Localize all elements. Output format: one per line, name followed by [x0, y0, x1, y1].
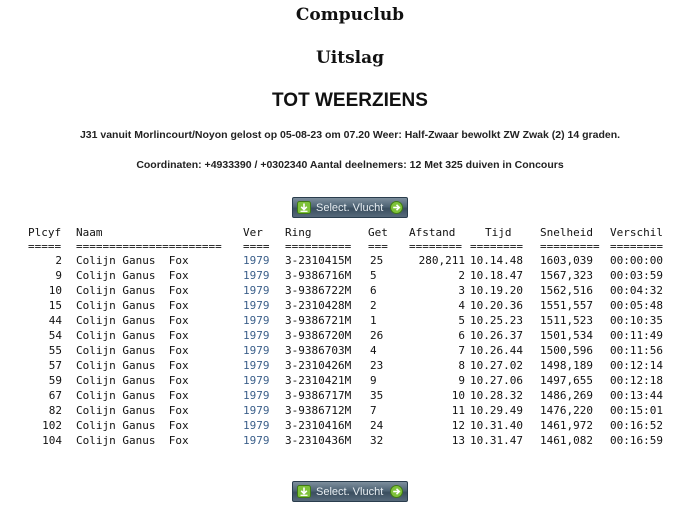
select-flight-label: Select. Vlucht: [316, 485, 384, 498]
cell-ver-link[interactable]: 1979: [243, 344, 270, 357]
cell-snelheid: 1511,523: [540, 314, 593, 327]
table-row: [0, 358, 700, 373]
cell-ver-link[interactable]: 1979: [243, 359, 270, 372]
cell-afstand: 6: [458, 329, 465, 342]
col-header-plcyf: Plcyf: [28, 226, 62, 239]
cell-afstand: 3: [458, 284, 465, 297]
cell-verschil: 00:16:52: [610, 419, 663, 432]
cell-verschil: 00:16:59: [610, 434, 663, 447]
separator-get: ===: [368, 240, 388, 253]
select-flight-button-top[interactable]: [292, 197, 408, 218]
cell-ring: 3-9386716M: [285, 269, 352, 282]
cell-snelheid: 1486,269: [540, 389, 593, 402]
cell-plcyf: 44: [48, 314, 62, 327]
cell-ring: 3-2310421M: [285, 374, 352, 387]
cell-tijd: 10.29.49: [470, 404, 523, 417]
cell-get: 2: [370, 299, 377, 312]
cell-afstand: 7: [458, 344, 465, 357]
cell-verschil: 00:05:48: [610, 299, 663, 312]
cell-plcyf: 15: [48, 299, 62, 312]
table-row: [0, 298, 700, 313]
cell-plcyf: 55: [48, 344, 62, 357]
table-row: [0, 373, 700, 388]
col-header-naam: Naam: [76, 226, 103, 239]
cell-tijd: 10.18.47: [470, 269, 523, 282]
page-subtitle: Uitslag: [315, 48, 385, 68]
cell-ver-link[interactable]: 1979: [243, 434, 270, 447]
cell-plcyf: 82: [48, 404, 62, 417]
cell-tijd: 10.19.20: [470, 284, 523, 297]
cell-ring: 3-9386703M: [285, 344, 352, 357]
cell-tijd: 10.26.37: [470, 329, 523, 342]
cell-naam: Colijn Ganus Fox: [76, 269, 189, 282]
select-flight-button-bottom[interactable]: [292, 481, 408, 502]
cell-verschil: 00:10:35: [610, 314, 663, 327]
separator-plcyf: =====: [28, 240, 62, 253]
cell-tijd: 10.31.47: [470, 434, 523, 447]
cell-verschil: 00:12:14: [610, 359, 663, 372]
table-body: [0, 253, 700, 448]
cell-naam: Colijn Ganus Fox: [76, 284, 189, 297]
cell-snelheid: 1603,039: [540, 254, 593, 267]
download-icon: [297, 485, 311, 498]
cell-get: 35: [370, 389, 384, 402]
cell-plcyf: 104: [42, 434, 62, 447]
cell-naam: Colijn Ganus Fox: [76, 434, 189, 447]
cell-naam: Colijn Ganus Fox: [76, 404, 189, 417]
cell-plcyf: 9: [55, 269, 62, 282]
cell-snelheid: 1461,082: [540, 434, 593, 447]
cell-plcyf: 2: [55, 254, 62, 267]
cell-ver-link[interactable]: 1979: [243, 389, 270, 402]
table-separator-row: [0, 241, 700, 253]
cell-verschil: 00:12:18: [610, 374, 663, 387]
cell-naam: Colijn Ganus Fox: [76, 329, 189, 342]
cell-ver-link[interactable]: 1979: [243, 404, 270, 417]
cell-afstand: 280,211: [418, 254, 465, 267]
release-info: J31 vanuit Morlincourt/Noyon gelost op 05-08-23 om 07.20 Weer: Half-Zwaar bewolkt ZW Zwak (2) 14 graden.: [79, 129, 621, 141]
cell-naam: Colijn Ganus Fox: [76, 389, 189, 402]
cell-get: 7: [370, 404, 377, 417]
cell-tijd: 10.20.36: [470, 299, 523, 312]
cell-afstand: 13: [451, 434, 465, 447]
cell-get: 32: [370, 434, 384, 447]
cell-ring: 3-2310428M: [285, 299, 352, 312]
cell-tijd: 10.28.32: [470, 389, 523, 402]
cell-get: 25: [370, 254, 384, 267]
cell-ring: 3-9386721M: [285, 314, 352, 327]
cell-verschil: 00:00:00: [610, 254, 663, 267]
separator-naam: ======================: [76, 240, 222, 253]
cell-ver-link[interactable]: 1979: [243, 299, 270, 312]
cell-afstand: 11: [451, 404, 465, 417]
table-row: [0, 343, 700, 358]
cell-snelheid: 1500,596: [540, 344, 593, 357]
cell-tijd: 10.27.06: [470, 374, 523, 387]
cell-ring: 3-2310426M: [285, 359, 352, 372]
table-row: [0, 433, 700, 448]
cell-verschil: 00:13:44: [610, 389, 663, 402]
cell-ring: 3-2310436M: [285, 434, 352, 447]
cell-verschil: 00:11:49: [610, 329, 663, 342]
cell-ver-link[interactable]: 1979: [243, 419, 270, 432]
cell-get: 24: [370, 419, 384, 432]
cell-tijd: 10.25.23: [470, 314, 523, 327]
col-header-verschil: Verschil: [610, 226, 663, 239]
cell-ver-link[interactable]: 1979: [243, 284, 270, 297]
cell-get: 4: [370, 344, 377, 357]
cell-naam: Colijn Ganus Fox: [76, 374, 189, 387]
cell-ring: 3-9386722M: [285, 284, 352, 297]
cell-ring: 3-2310415M: [285, 254, 352, 267]
cell-snelheid: 1497,655: [540, 374, 593, 387]
cell-get: 6: [370, 284, 377, 297]
cell-get: 23: [370, 359, 384, 372]
cell-ver-link[interactable]: 1979: [243, 269, 270, 282]
table-row: [0, 283, 700, 298]
table-row: [0, 313, 700, 328]
cell-ring: 3-2310416M: [285, 419, 352, 432]
cell-afstand: 5: [458, 314, 465, 327]
table-header-row: [0, 225, 700, 241]
separator-ring: ==========: [285, 240, 352, 253]
col-header-ver: Ver: [243, 226, 263, 239]
results-table: [0, 225, 700, 448]
cell-ring: 3-9386712M: [285, 404, 352, 417]
coordinates-info: Coordinaten: +4933390 / +0302340 Aantal deelnemers: 12 Met 325 duiven in Concours: [136, 159, 564, 171]
cell-get: 1: [370, 314, 377, 327]
cell-afstand: 2: [458, 269, 465, 282]
cell-naam: Colijn Ganus Fox: [76, 419, 189, 432]
cell-verschil: 00:04:32: [610, 284, 663, 297]
cell-ver-link[interactable]: 1979: [243, 374, 270, 387]
separator-verschil: ========: [610, 240, 663, 253]
cell-plcyf: 67: [48, 389, 62, 402]
cell-get: 5: [370, 269, 377, 282]
separator-tijd: ========: [470, 240, 523, 253]
table-row: [0, 403, 700, 418]
cell-afstand: 10: [451, 389, 465, 402]
cell-afstand: 8: [458, 359, 465, 372]
cell-ver-link[interactable]: 1979: [243, 329, 270, 342]
col-header-get: Get: [368, 226, 388, 239]
club-title: Compuclub: [295, 5, 405, 25]
cell-naam: Colijn Ganus Fox: [76, 344, 189, 357]
cell-naam: Colijn Ganus Fox: [76, 359, 189, 372]
cell-afstand: 9: [458, 374, 465, 387]
col-header-ring: Ring: [285, 226, 312, 239]
cell-ver-link[interactable]: 1979: [243, 314, 270, 327]
cell-verschil: 00:03:59: [610, 269, 663, 282]
cell-snelheid: 1476,220: [540, 404, 593, 417]
cell-verschil: 00:11:56: [610, 344, 663, 357]
col-header-afstand: Afstand: [409, 226, 456, 239]
cell-plcyf: 54: [48, 329, 62, 342]
cell-naam: Colijn Ganus Fox: [76, 314, 189, 327]
cell-afstand: 12: [451, 419, 465, 432]
cell-naam: Colijn Ganus Fox: [76, 299, 189, 312]
cell-ring: 3-9386717M: [285, 389, 352, 402]
cell-tijd: 10.14.48: [470, 254, 523, 267]
select-flight-label: Select. Vlucht: [316, 201, 384, 214]
table-row: [0, 328, 700, 343]
cell-get: 26: [370, 329, 384, 342]
cell-snelheid: 1551,557: [540, 299, 593, 312]
cell-plcyf: 59: [48, 374, 62, 387]
cell-tijd: 10.27.02: [470, 359, 523, 372]
download-icon: [297, 201, 311, 214]
table-row: [0, 388, 700, 403]
cell-plcyf: 102: [42, 419, 62, 432]
cell-naam: Colijn Ganus Fox: [76, 254, 189, 267]
table-row: [0, 418, 700, 433]
cell-snelheid: 1562,516: [540, 284, 593, 297]
separator-afstand: ========: [409, 240, 462, 253]
cell-afstand: 4: [458, 299, 465, 312]
col-header-tijd: Tijd: [485, 226, 512, 239]
arrow-right-icon: [390, 201, 403, 214]
table-row: [0, 268, 700, 283]
cell-ring: 3-9386720M: [285, 329, 352, 342]
separator-snelheid: =========: [540, 240, 600, 253]
col-header-snelheid: Snelheid: [540, 226, 593, 239]
cell-tijd: 10.31.40: [470, 419, 523, 432]
separator-ver: ====: [243, 240, 270, 253]
cell-snelheid: 1501,534: [540, 329, 593, 342]
arrow-right-icon: [390, 485, 403, 498]
cell-snelheid: 1567,323: [540, 269, 593, 282]
cell-snelheid: 1498,189: [540, 359, 593, 372]
cell-tijd: 10.26.44: [470, 344, 523, 357]
cell-ver-link[interactable]: 1979: [243, 254, 270, 267]
race-heading: TOT WEERZIENS: [272, 90, 428, 111]
table-row: [0, 253, 700, 268]
cell-snelheid: 1461,972: [540, 419, 593, 432]
cell-plcyf: 10: [48, 284, 62, 297]
cell-plcyf: 57: [48, 359, 62, 372]
cell-get: 9: [370, 374, 377, 387]
cell-verschil: 00:15:01: [610, 404, 663, 417]
